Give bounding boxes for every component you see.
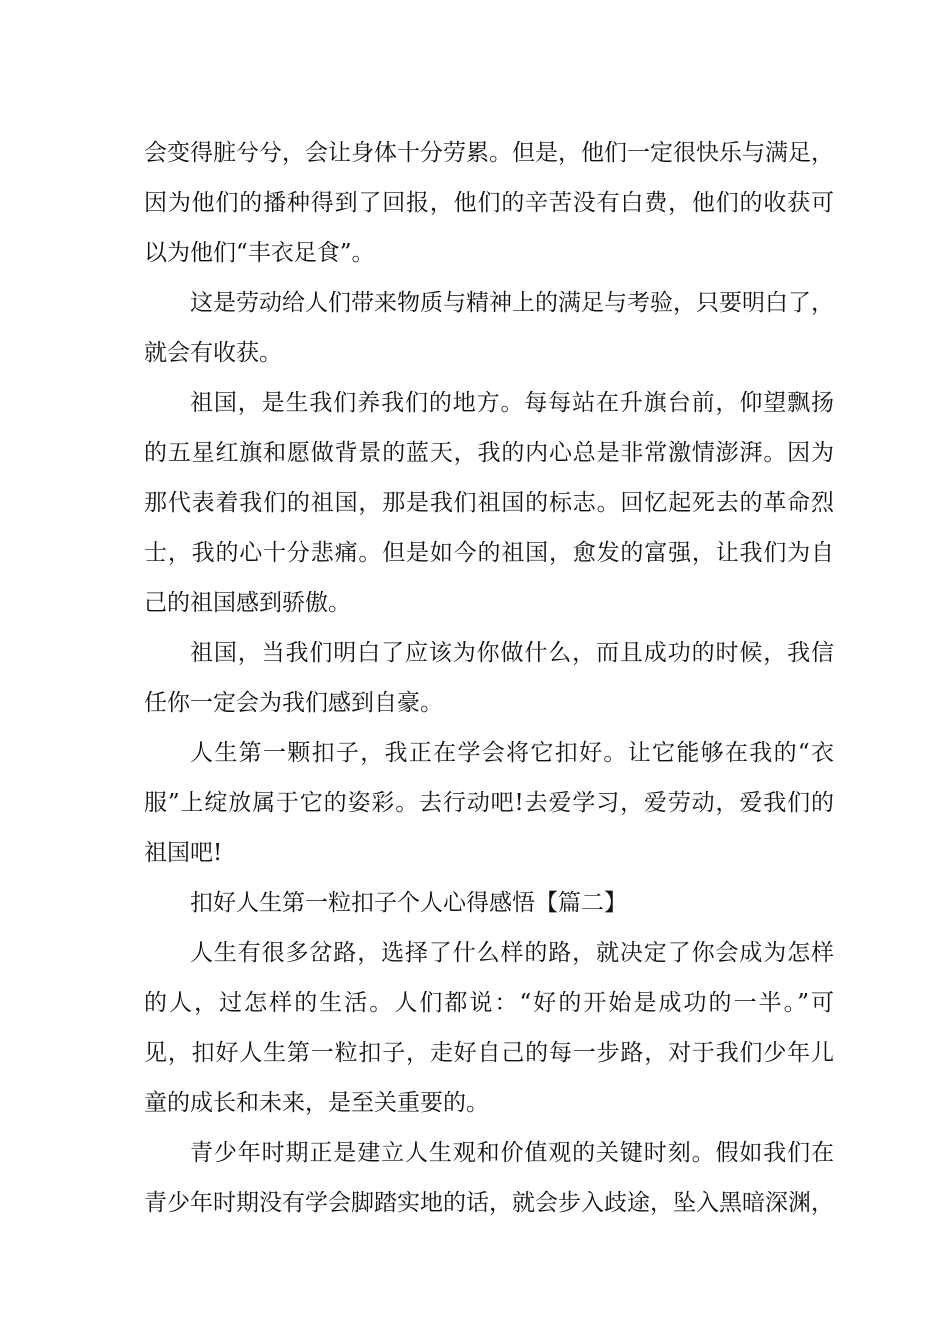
text-line: 的五星红旗和愿做背景的蓝天，我的内心总是非常激情澎湃。因为: [144, 440, 834, 466]
text-line: 青少年时期正是建立人生观和价值观的关键时刻。假如我们在: [190, 1140, 834, 1166]
text-line: 祖国吧!: [144, 840, 223, 866]
text-line: 人生第一颗扣子，我正在学会将它扣好。让它能够在我的“衣: [190, 740, 834, 766]
document-body: [144, 128, 834, 1228]
text-line: 己的祖国感到骄傲。: [144, 590, 351, 616]
text-line: 因为他们的播种得到了回报，他们的辛苦没有白费，他们的收获可: [144, 190, 834, 216]
text-line: 士，我的心十分悲痛。但是如今的祖国，愈发的富强，让我们为自: [144, 540, 834, 566]
text-line: 以为他们“丰衣足食”。: [144, 240, 375, 266]
text-line: 祖国，当我们明白了应该为你做什么，而且成功的时候，我信: [190, 640, 834, 666]
text-line: 童的成长和未来，是至关重要的。: [144, 1090, 489, 1116]
text-line: 的人，过怎样的生活。人们都说：“好的开始是成功的一半。”可: [144, 990, 834, 1016]
text-line: 人生有很多岔路，选择了什么样的路，就决定了你会成为怎样: [190, 940, 834, 966]
text-line: 祖国，是生我们养我们的地方。每每站在升旗台前，仰望飘扬: [190, 390, 834, 416]
text-line: 青少年时期没有学会脚踏实地的话，就会步入歧途，坠入黑暗深渊，: [144, 1190, 834, 1216]
text-line: 这是劳动给人们带来物质与精神上的满足与考验，只要明白了，: [190, 290, 834, 316]
text-line: 服”上绽放属于它的姿彩。去行动吧!去爱学习，爱劳动，爱我们的: [144, 790, 834, 816]
text-line: 就会有收获。: [144, 340, 282, 366]
text-line: 任你一定会为我们感到自豪。: [144, 690, 443, 716]
text-line: 扣好人生第一粒扣子个人心得感悟【篇二】: [190, 890, 627, 916]
text-line: 见，扣好人生第一粒扣子，走好自己的每一步路，对于我们少年儿: [144, 1040, 834, 1066]
text-line: 那代表着我们的祖国，那是我们祖国的标志。回忆起死去的革命烈: [144, 490, 834, 516]
text-line: 会变得脏兮兮，会让身体十分劳累。但是，他们一定很快乐与满足，: [144, 140, 834, 166]
